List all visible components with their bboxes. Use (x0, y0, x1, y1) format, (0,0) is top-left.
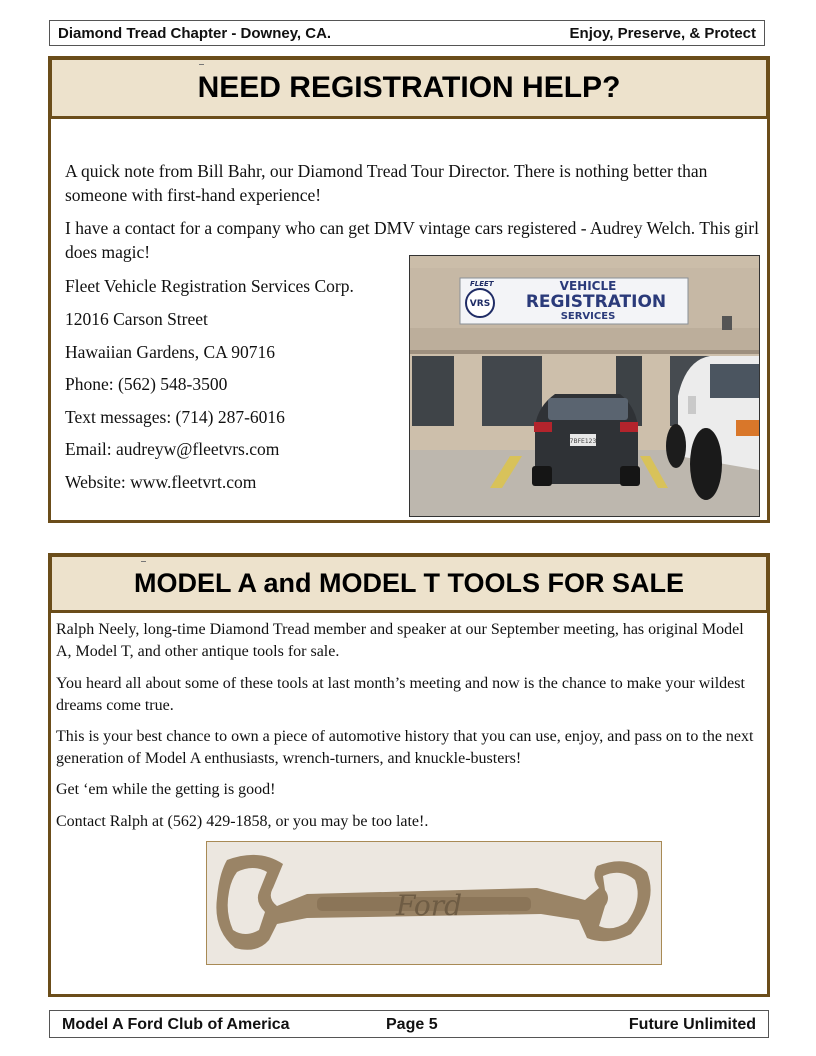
license-plate: 7BFE123 (569, 438, 597, 445)
sign-line-2: REGISTRATION (525, 292, 667, 312)
car-prius (532, 394, 640, 486)
footer-club: Model A Ford Club of America (62, 1016, 290, 1033)
sign-line-3: SERVICES (560, 311, 616, 322)
header-chapter: Diamond Tread Chapter - Downey, CA. (58, 24, 332, 42)
company-email: Email: audreyw@fleetvrs.com (65, 439, 280, 459)
title-mark (199, 64, 204, 65)
registration-contact-intro: I have a contact for a company who can get DMV vintage cars registered - Audrey Welch. This girl does magic! (65, 218, 759, 262)
sign-line-1: VEHICLE (559, 279, 617, 293)
tools-title: MODEL A and MODEL T TOOLS FOR SALE (133, 568, 685, 598)
sign-badge: VRS (469, 299, 491, 309)
tools-title-band (49, 554, 769, 613)
sign-brand: FLEET (470, 280, 494, 288)
tools-paragraph-2: You heard all about some of these tools at last month’s meeting and now is the chance to make your wildest dreams come true. (56, 675, 745, 714)
footer-page-number: Page 5 (386, 1016, 438, 1033)
registration-intro: A quick note from Bill Bahr, our Diamond Tread Tour Director. There is nothing better than someone with first-hand experience! (65, 161, 708, 205)
title-mark (141, 561, 146, 562)
company-name: Fleet Vehicle Registration Services Corp. (65, 276, 354, 296)
registration-sign (460, 278, 688, 324)
tools-paragraph-4: Get ‘em while the getting is good! (56, 781, 276, 798)
storefront-image (410, 256, 759, 516)
company-city: Hawaiian Gardens, CA 90716 (65, 342, 275, 362)
header-motto: Enjoy, Preserve, & Protect (569, 24, 756, 42)
wrench-ford-logo: Ford (395, 889, 463, 922)
page-header (49, 20, 765, 46)
storefront-photo (409, 255, 760, 517)
company-website: Website: www.fleetvrt.com (65, 472, 257, 492)
tools-paragraph-3: This is your best chance to own a piece of automotive history that you can use, enjoy, and pass on to the next generation of Model A enthusiasts, wrench-turners, and knuckle-busters! (56, 728, 754, 767)
registration-title-band (49, 57, 769, 119)
page-footer (49, 1010, 769, 1038)
wrench-photo (206, 841, 662, 965)
company-text: Text messages: (714) 287-6016 (65, 407, 285, 427)
ford-wrench-image (207, 842, 661, 964)
company-phone: Phone: (562) 548-3500 (65, 374, 228, 394)
registration-title: NEED REGISTRATION HELP? (197, 71, 621, 104)
tools-paragraph-5: Contact Ralph at (562) 429-1858, or you may be too late!. (56, 813, 429, 830)
company-street: 12016 Carson Street (65, 309, 208, 329)
tools-paragraph-1: Ralph Neely, long-time Diamond Tread member and speaker at our September meeting, has original Model A, Model T, and other antique tools for sale. (56, 621, 744, 660)
footer-tagline: Future Unlimited (628, 1016, 756, 1033)
